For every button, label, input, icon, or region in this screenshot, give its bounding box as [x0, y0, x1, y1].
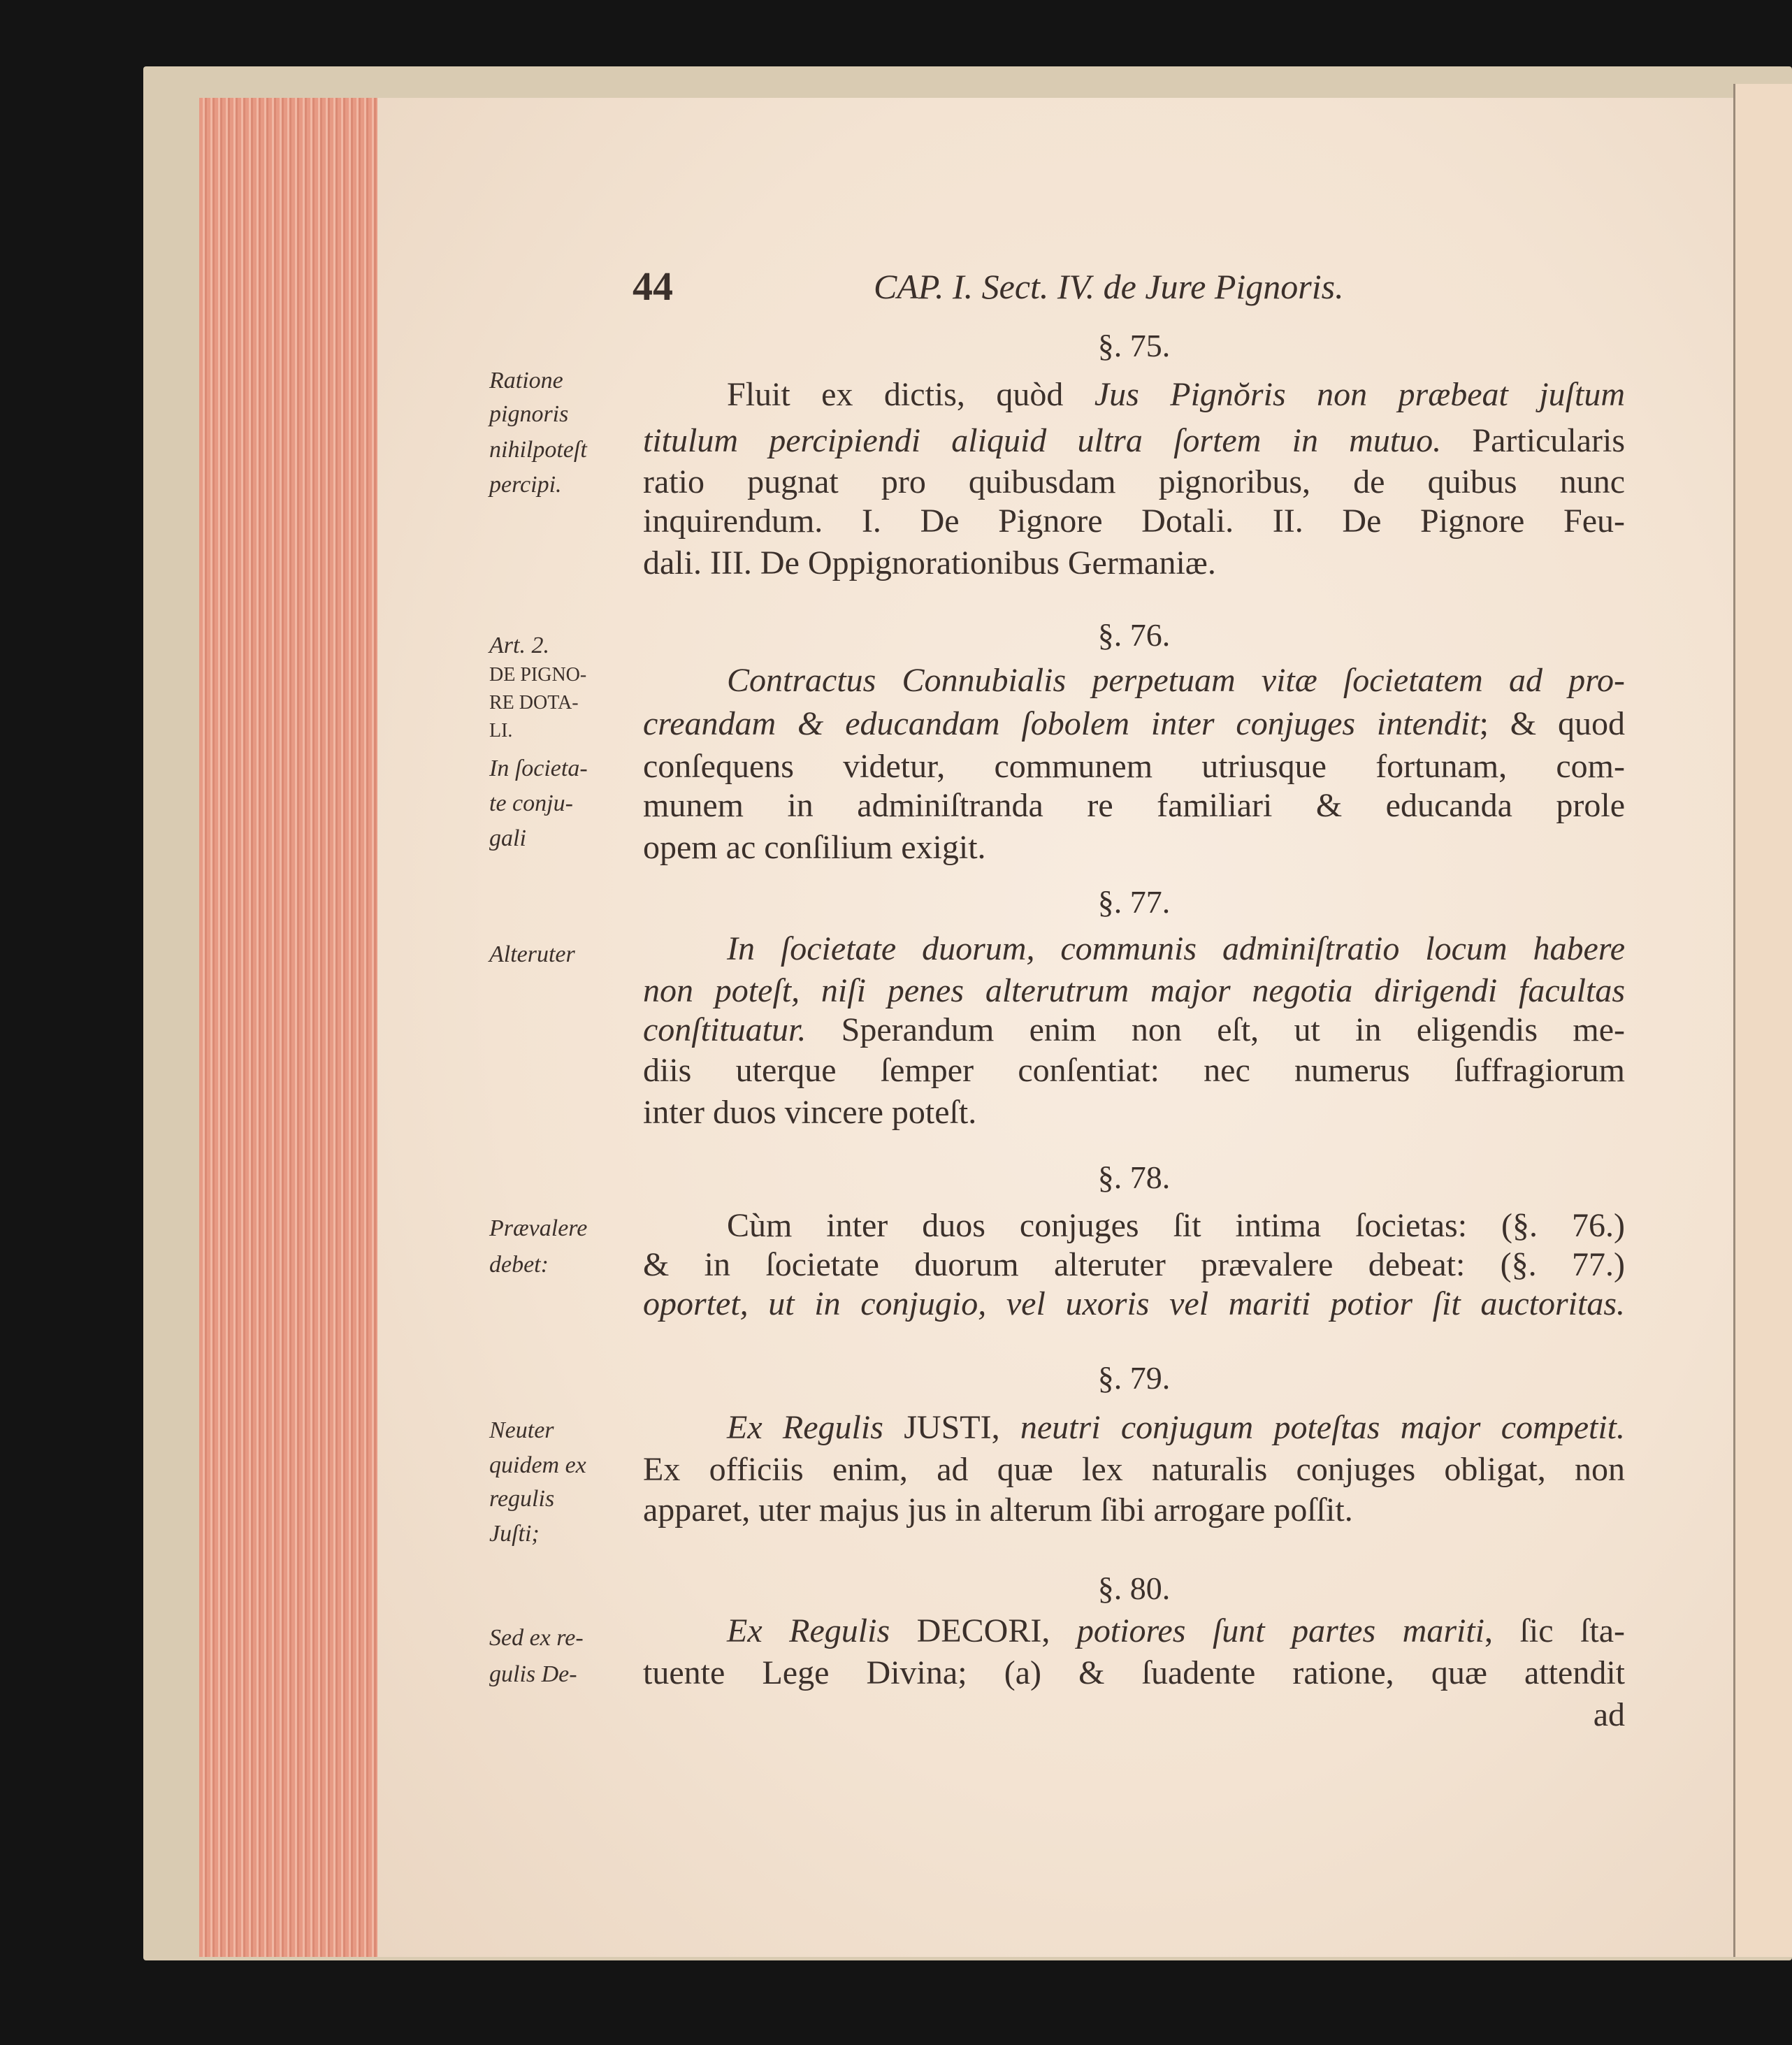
roman-text: dali. III. De Oppignorationibus Germaniæ.: [643, 544, 1216, 581]
margin-note: Alteruter: [489, 941, 575, 967]
margin-note: pignoris: [489, 401, 569, 427]
roman-text: Cùm inter duos conjuges ſit intima ſocietas: (§. 76.): [727, 1207, 1625, 1244]
section-number: §. 78.: [1097, 1159, 1171, 1195]
roman-text: inquirendum. I. De Pignore Dotali. II. De Pignore Feu-: [643, 503, 1625, 540]
margin-note: Juſti;: [489, 1521, 540, 1547]
italic-text: non poteſt, niſi penes alterutrum major negotia dirigendi facultas: [643, 972, 1625, 1009]
facing-page-edge: [1733, 84, 1792, 1957]
section-number: §. 76.: [1097, 617, 1171, 653]
text-line: [643, 422, 1625, 460]
margin-note: te conju-: [489, 790, 573, 816]
roman-text: Ex officiis enim, ad quæ lex naturalis conjuges obligat, non: [643, 1451, 1625, 1488]
text-line: [643, 1094, 1625, 1132]
text-line: [643, 787, 1625, 825]
section-number: §. 77.: [1097, 884, 1171, 920]
text-line: [643, 705, 1625, 743]
italic-text: conſtituatur.: [643, 1011, 807, 1048]
text-line: [643, 1491, 1625, 1529]
running-title: CAP. I. Sect. IV. de Jure Pignoris.: [874, 267, 1344, 306]
text-line: [643, 1696, 1625, 1734]
roman-text: ad: [1593, 1696, 1625, 1733]
text-line: [643, 1409, 1625, 1447]
text-line: [643, 1451, 1625, 1489]
page-number: 44: [633, 263, 673, 309]
text-line: [643, 1207, 1625, 1245]
margin-note: Prævalere: [489, 1215, 588, 1241]
roman-text: tuente Lege Divina; (a) & ſuadente ratione, quæ attendit: [643, 1654, 1625, 1691]
italic-text: Contractus Connubialis perpetuam vitæ ſocietatem ad pro-: [727, 662, 1625, 699]
italic-text: creandam & educandam ſobolem inter conjuges intendit: [643, 705, 1480, 742]
text-line: [643, 748, 1625, 786]
text-line: [643, 1011, 1625, 1049]
text-line: [643, 829, 1625, 867]
italic-text: neutri conjugum poteſtas major competit.: [1020, 1409, 1626, 1446]
text-line: [643, 662, 1625, 700]
roman-text: diis uterque ſemper conſentiat: nec numerus ſuffragiorum: [643, 1052, 1625, 1089]
italic-text: In ſocietate duorum, communis adminiſtratio locum habere: [727, 930, 1625, 967]
roman-text: opem ac conſilium exigit.: [643, 829, 986, 866]
margin-note: Ratione: [489, 368, 563, 393]
roman-text: ; & quod: [1479, 705, 1625, 742]
margin-note: debet:: [489, 1252, 549, 1278]
margin-note: RE DOTA-: [489, 692, 579, 714]
roman-text: conſequens videtur, communem utriusque fortunam, com-: [643, 748, 1625, 785]
italic-text: Jus Pignŏris non præbeat juſtum: [1094, 376, 1625, 413]
italic-text: titulum percipiendi aliquid ultra ſortem in mutuo.: [643, 422, 1442, 459]
margin-note: regulis: [489, 1486, 555, 1512]
italic-text: potiores ſunt partes mariti: [1076, 1612, 1485, 1649]
text-line: [643, 1612, 1625, 1650]
margin-note: In ſocieta-: [489, 756, 588, 781]
text-line: [643, 1246, 1625, 1284]
margin-note: percipi.: [489, 472, 562, 498]
margin-note: Sed ex re-: [489, 1625, 584, 1651]
roman-text: Particularis: [1441, 422, 1625, 459]
roman-text: Sperandum enim non eſt, ut in eligendis me-: [806, 1011, 1625, 1048]
section-number: §. 80.: [1097, 1570, 1171, 1606]
text-line: [643, 503, 1625, 540]
text-line: [643, 1654, 1625, 1692]
roman-text: inter duos vincere poteſt.: [643, 1094, 977, 1131]
text-line: [643, 463, 1625, 501]
text-line: [643, 544, 1625, 582]
margin-note: DE PIGNO-: [489, 664, 587, 686]
margin-note: Neuter: [489, 1417, 554, 1443]
section-number: §. 79.: [1097, 1360, 1171, 1396]
roman-text: & in ſocietate duorum alteruter prævalere debeat: (§. 77.): [643, 1246, 1625, 1283]
margin-note: gulis De-: [489, 1661, 577, 1687]
margin-note: LI.: [489, 720, 513, 742]
text-line: [643, 376, 1625, 414]
italic-text: Ex Regulis: [727, 1409, 904, 1446]
text-line: [643, 972, 1625, 1010]
margin-note: Art. 2.: [489, 633, 549, 658]
roman-text: munem in adminiſtranda re familiari & educanda prole: [643, 787, 1625, 824]
italic-text: oportet, ut in conjugio, vel uxoris vel mariti potior ſit auctoritas.: [643, 1285, 1625, 1322]
margin-note: nihilpoteſt: [489, 437, 587, 463]
text-line: [643, 930, 1625, 968]
roman-text: ratio pugnat pro quibusdam pignoribus, de quibus nunc: [643, 463, 1625, 500]
margin-note: gali: [489, 825, 526, 851]
roman-text: , ſic ſta-: [1484, 1612, 1626, 1649]
page-edges: [199, 98, 381, 1957]
roman-text: DECORI,: [916, 1612, 1077, 1649]
margin-note: quidem ex: [489, 1452, 586, 1478]
roman-text: Fluit ex dictis, quòd: [727, 376, 1094, 413]
text-line: [643, 1285, 1625, 1323]
italic-text: Ex Regulis: [727, 1612, 917, 1649]
section-number: §. 75.: [1097, 328, 1171, 363]
roman-text: JUSTI,: [904, 1409, 1020, 1446]
text-line: [643, 1052, 1625, 1090]
roman-text: apparet, uter majus jus in alterum ſibi arrogare poſſit.: [643, 1491, 1353, 1529]
